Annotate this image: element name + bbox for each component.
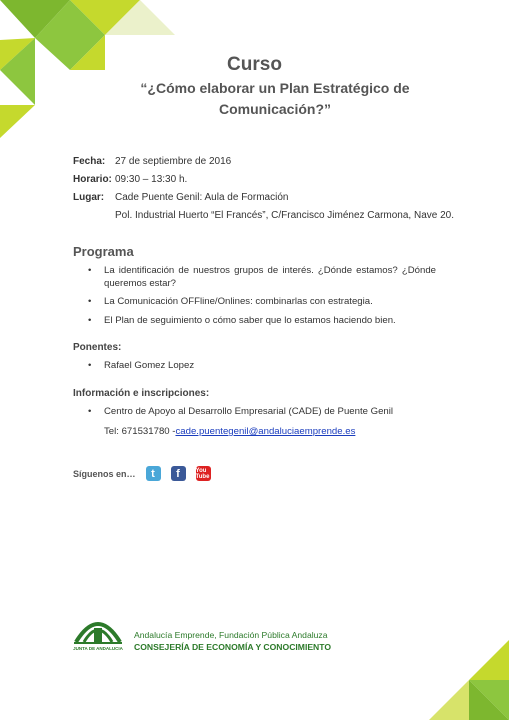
phone-number: Tel: 671531780 -: [104, 426, 176, 437]
decorative-triangles-bottom: [429, 640, 509, 720]
ponentes-heading: Ponentes:: [73, 342, 122, 353]
youtube-icon[interactable]: You Tube: [195, 467, 210, 480]
footer-line2: CONSEJERÍA DE ECONOMÍA Y CONOCIMIENTO: [134, 642, 332, 652]
course-subtitle: “¿Cómo elaborar un Plan Estratégico de Comunicación?”: [140, 80, 410, 117]
fecha-label: Fecha:: [73, 156, 106, 167]
programa-heading: Programa: [73, 244, 134, 259]
lugar-label: Lugar:: [73, 192, 105, 203]
fecha-value: 27 de septiembre de 2016: [115, 156, 232, 167]
lugar-value: Cade Puente Genil: Aula de Formación: [115, 192, 289, 203]
junta-andalucia-logo: [72, 612, 124, 648]
informacion-list: [88, 406, 436, 419]
social-row: [73, 466, 211, 481]
ponente-item: • Rafael Gomez Lopez: [88, 360, 436, 373]
course-title: Curso: [227, 54, 282, 75]
twitter-icon[interactable]: t: [146, 466, 161, 481]
horario-label: Horario:: [73, 174, 112, 185]
contact-line: [104, 426, 355, 437]
social-label: Síguenos en…: [73, 468, 136, 479]
footer-line1: Andalucía Emprende, Fundación Pública Andaluza: [134, 630, 328, 640]
lugar-address: Pol. Industrial Huerto “El Francés”, C/Francisco Jiménez Carmona, Nave 20.: [115, 210, 455, 221]
informacion-heading: Información e inscripciones:: [73, 388, 210, 399]
footer-text: [134, 630, 331, 652]
horario-value: 09:30 – 13:30 h.: [115, 174, 188, 185]
ponentes-list: [88, 360, 436, 373]
programa-item: • La identificación de nuestros grupos de interés. ¿Dónde estamos? ¿Dónde queremos estar?: [88, 265, 436, 290]
programa-item: • La Comunicación OFFline/Onlines: combinarlas con estrategia.: [88, 296, 436, 309]
informacion-item: • Centro de Apoyo al Desarrollo Empresarial (CADE) de Puente Genil: [88, 406, 436, 419]
programa-list: [88, 265, 436, 327]
programa-item: • El Plan de seguimiento o cómo saber que lo estamos haciendo bien.: [88, 315, 436, 328]
facebook-icon[interactable]: f: [171, 466, 186, 481]
logo-caption: JUNTA DE ANDALUCIA: [73, 646, 123, 651]
email-link[interactable]: cade.puentegenil@andaluciaemprende.es: [175, 426, 356, 437]
